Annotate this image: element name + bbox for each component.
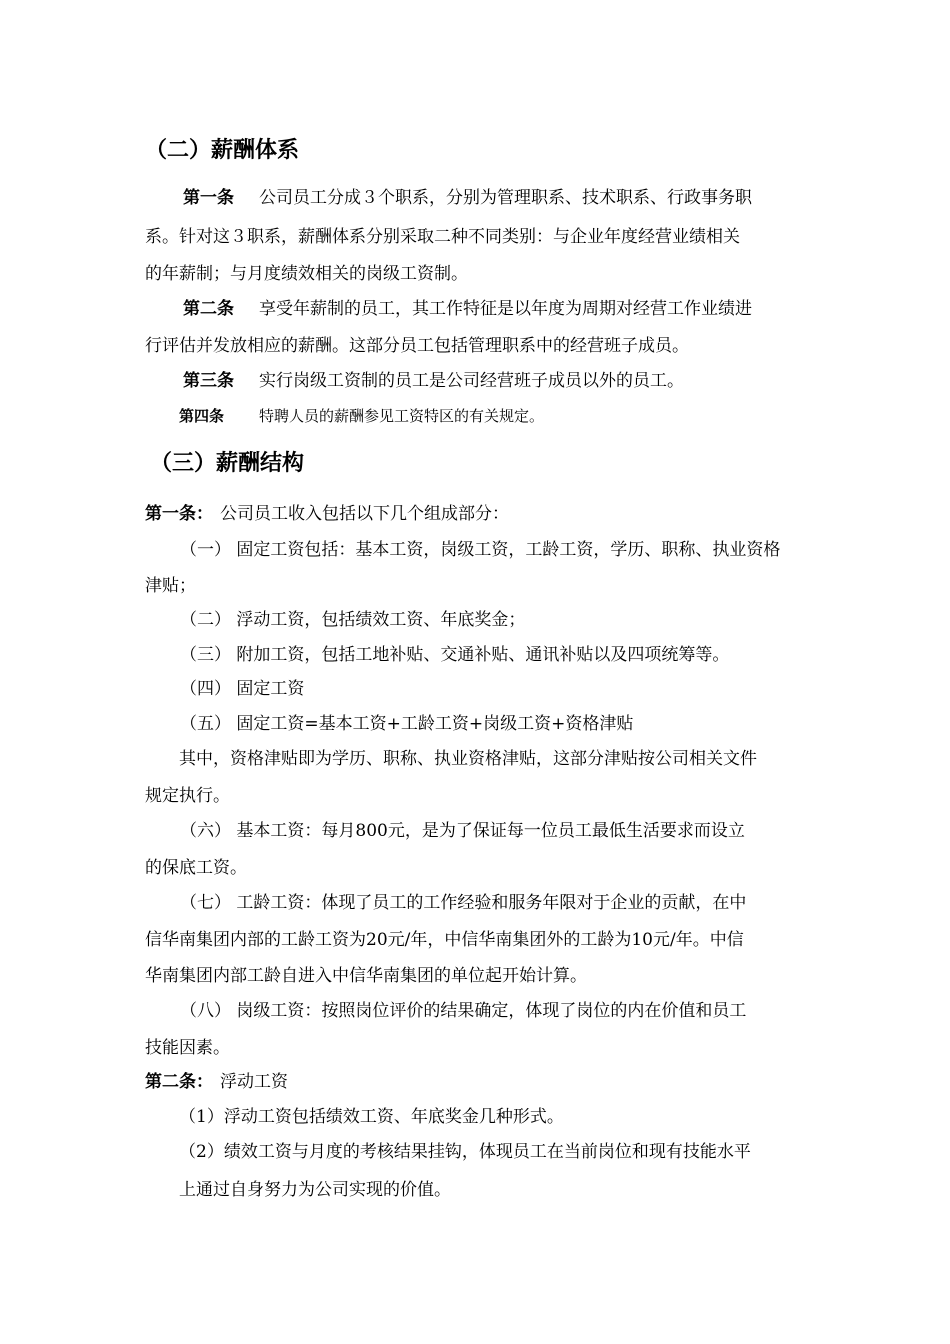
paragraph-line: 公司员工分成３个职系，分别为管理职系、技术职系、行政事务职: [259, 188, 752, 208]
list-item-line: 上通过自身努力为公司实现的价值。: [179, 1180, 451, 1200]
list-item: （四） 固定工资: [180, 679, 305, 699]
article-label: 第四条: [179, 407, 225, 425]
list-item: （二） 浮动工资，包括绩效工资、年底奖金；: [180, 610, 526, 630]
list-item-line: 津贴；: [145, 576, 196, 596]
article-label: 第一条：: [145, 504, 213, 524]
paragraph-line: 的年薪制；与月度绩效相关的岗级工资制。: [145, 264, 468, 284]
list-item-line: 的保底工资。: [145, 858, 247, 878]
paragraph-line: 行评估并发放相应的薪酬。这部分员工包括管理职系中的经营班子成员。: [145, 336, 689, 356]
article-label: 第一条: [183, 188, 234, 208]
list-item-line: （2）绩效工资与月度的考核结果挂钩，体现员工在当前岗位和现有技能水平: [179, 1142, 751, 1162]
article-label: 第二条: [183, 299, 234, 319]
paragraph-line: 规定执行。: [145, 786, 230, 806]
list-item-line: （一） 固定工资包括：基本工资，岗级工资，工龄工资，学历、职称、执业资格: [180, 540, 781, 560]
list-item-line: （八） 岗级工资：按照岗位评价的结果确定，体现了岗位的内在价值和员工: [180, 1001, 747, 1021]
list-item: （三） 附加工资，包括工地补贴、交通补贴、通讯补贴以及四项统筹等。: [180, 645, 730, 665]
paragraph-line: 享受年薪制的员工，其工作特征是以年度为周期对经营工作业绩进: [259, 299, 752, 319]
paragraph-line: 实行岗级工资制的员工是公司经营班子成员以外的员工。: [259, 371, 684, 391]
paragraph-line: 其中，资格津贴即为学历、职称、执业资格津贴，这部分津贴按公司相关文件: [179, 749, 757, 769]
article-label: 第三条: [183, 371, 234, 391]
list-item-line: 信华南集团内部的工龄工资为20元/年，中信华南集团外的工龄为10元/年。中信: [145, 930, 744, 950]
section-heading-salary-system: （二）薪酬体系: [145, 137, 300, 163]
list-item-line: （七） 工龄工资：体现了员工的工作经验和服务年限对于企业的贡献，在中: [180, 893, 747, 913]
paragraph-line: 系。针对这３职系，薪酬体系分别采取二种不同类别：与企业年度经营业绩相关: [145, 227, 740, 247]
list-item-line: 华南集团内部工龄自进入中信华南集团的单位起开始计算。: [145, 966, 587, 986]
list-item-line: 技能因素。: [145, 1038, 230, 1058]
paragraph-line: 特聘人员的薪酬参见工资特区的有关规定。: [259, 407, 545, 425]
section-heading-salary-structure: （三）薪酬结构: [150, 450, 305, 476]
article-label: 第二条：: [145, 1072, 213, 1092]
paragraph-line: 公司员工收入包括以下几个组成部分：: [220, 504, 509, 524]
list-item: （五） 固定工资=基本工资+工龄工资+岗级工资+资格津贴: [180, 714, 634, 734]
paragraph-line: 浮动工资: [220, 1072, 288, 1092]
list-item: （1）浮动工资包括绩效工资、年底奖金几种形式。: [179, 1107, 564, 1127]
list-item-line: （六） 基本工资：每月800元，是为了保证每一位员工最低生活要求而设立: [180, 821, 745, 841]
